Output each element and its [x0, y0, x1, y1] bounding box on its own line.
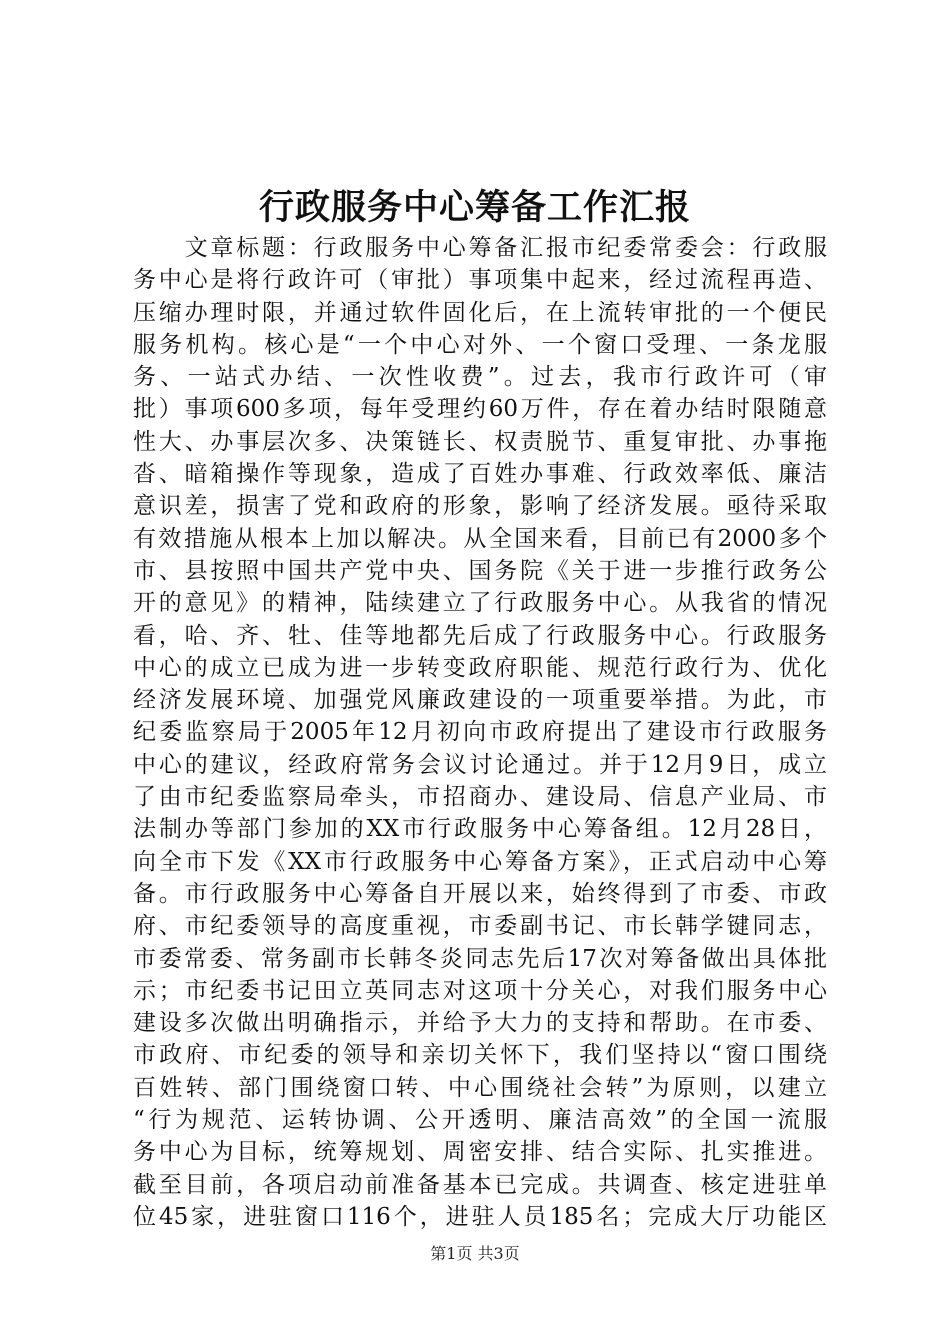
- document-body: [133, 232, 827, 1233]
- body-line: 建设多次做出明确指示，并给予大力的支持和帮助。在市委、: [133, 1010, 827, 1037]
- body-line: 有效措施从根本上加以解决。从全国来看，目前已有2000多个: [133, 525, 827, 552]
- body-line: 市委常委、常务副市长韩冬炎同志先后17次对筹备做出具体批: [133, 945, 827, 972]
- body-line: 务、一站式办结、一次性收费”。过去，我市行政许可（审: [133, 364, 827, 391]
- body-line: 性大、办事层次多、决策链长、权责脱节、重复审批、办事拖: [133, 428, 827, 455]
- body-line: 压缩办理时限，并通过软件固化后，在上流转审批的一个便民: [133, 299, 827, 326]
- body-line: 务中心是将行政许可（审批）事项集中起来，经过流程再造、: [133, 267, 827, 294]
- body-line: 位45家，进驻窗口116个，进驻人员185名；完成大厅功能区: [133, 1203, 827, 1230]
- body-line: 意识差，损害了党和政府的形象，影响了经济发展。亟待采取: [133, 493, 827, 520]
- body-line: 百姓转、部门围绕窗口转、中心围绕社会转”为原则，以建立: [133, 1074, 827, 1101]
- body-line: 文章标题：行政服务中心筹备汇报市纪委常委会：行政服: [133, 235, 827, 261]
- body-line: 开的意见》的精神，陆续建立了行政服务中心。从我省的情况: [133, 590, 827, 617]
- body-line: 备。市行政服务中心筹备自开展以来，始终得到了市委、市政: [133, 880, 827, 907]
- document-title: 行政服务中心筹备工作汇报: [258, 187, 691, 228]
- body-line: 市政府、市纪委的领导和亲切关怀下，我们坚持以“窗口围绕: [133, 1042, 827, 1069]
- body-line: 示；市纪委书记田立英同志对这项十分关心，对我们服务中心: [133, 977, 827, 1004]
- body-line: 法制办等部门参加的XX市行政服务中心筹备组。12月28日，: [133, 816, 827, 843]
- body-line: 批）事项600多项，每年受理约60万件，存在着办结时限随意: [133, 396, 827, 423]
- body-line: 截至目前，各项启动前准备基本已完成。共调查、核定进驻单: [133, 1171, 827, 1198]
- body-line: 服务机构。核心是“一个中心对外、一个窗口受理、一条龙服: [133, 331, 827, 358]
- body-line: 中心的成立已成为进一步转变政府职能、规范行政行为、优化: [133, 654, 827, 681]
- body-line: 看，哈、齐、牡、佳等地都先后成了行政服务中心。行政服务: [133, 622, 827, 649]
- body-line: 纪委监察局于2005年12月初向市政府提出了建设市行政服务: [133, 719, 827, 746]
- body-line: 务中心为目标，统筹规划、周密安排、结合实际、扎实推进。: [133, 1139, 827, 1166]
- page-footer: 第1页 共3页: [430, 1244, 520, 1263]
- body-line: 府、市纪委领导的高度重视，市委副书记、市长韩学键同志，: [133, 913, 827, 940]
- body-line: 向全市下发《XX市行政服务中心筹备方案》，正式启动中心筹: [133, 848, 827, 875]
- body-line: “行为规范、运转协调、公开透明、廉洁高效”的全国一流服: [133, 1107, 827, 1134]
- body-line: 经济发展环境、加强党风廉政建设的一项重要举措。为此，市: [133, 687, 827, 714]
- body-line: 了由市纪委监察局牵头，市招商办、建设局、信息产业局、市: [133, 784, 827, 811]
- body-line: 中心的建议，经政府常务会议讨论通过。并于12月9日，成立: [133, 751, 827, 778]
- body-line: 沓、暗箱操作等现象，造成了百姓办事难、行政效率低、廉洁: [133, 461, 827, 488]
- body-line: 市、县按照中国共产党中央、国务院《关于进一步推行政务公: [133, 557, 827, 584]
